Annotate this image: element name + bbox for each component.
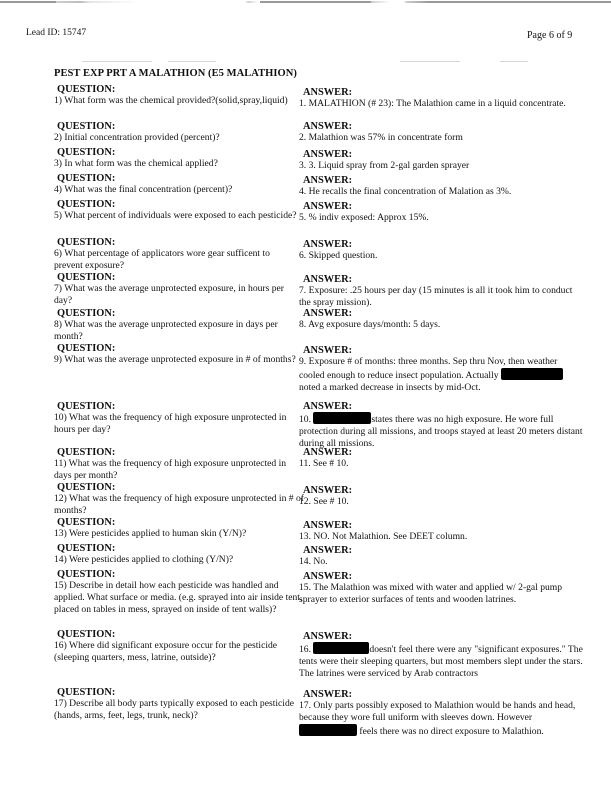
answer-text: 3. 3. Liquid spray from 2-gal garden sprayer	[299, 160, 470, 171]
question-label: QUESTION:	[57, 199, 116, 210]
answer-block	[299, 345, 584, 394]
answer-label: ANSWER:	[303, 689, 353, 700]
faint-rule	[400, 61, 460, 62]
question-block	[54, 482, 304, 517]
question-text: 12) What was the frequency of high exposure unprotected in # of months?	[54, 493, 304, 516]
answer-label: ANSWER:	[303, 175, 353, 186]
question-text: 10) What was the frequency of high exposure unprotected in hours per day?	[54, 412, 287, 435]
question-text: 3) In what form was the chemical applied?	[54, 158, 218, 169]
answer-block	[299, 485, 584, 508]
question-block	[54, 272, 304, 307]
answer-text: 5. % indiv exposed: Approx 15%.	[299, 212, 429, 223]
answer-label: ANSWER:	[303, 447, 353, 458]
answer-text: 14. No.	[299, 556, 328, 567]
answer-block	[299, 447, 584, 470]
answer-text	[299, 412, 584, 450]
redaction-bar	[313, 412, 371, 424]
question-label: QUESTION:	[57, 308, 116, 319]
answer-text-part: 17. Only parts possibly exposed to Malathion would be hands and head, because they wore full uniform with sleeves down. However	[299, 700, 576, 723]
answer-text	[299, 642, 584, 680]
question-block	[54, 147, 301, 170]
question-block	[54, 447, 304, 482]
question-text: 15) Describe in detail how each pesticide was handled and applied. What surface or media. (e.g. sprayed into air inside tent, placed on tables in mess, sprayed on inside of tent walls)?	[54, 580, 303, 615]
question-text: 9) What was the average unprotected exposure in # of months?	[54, 354, 296, 365]
answer-text-part: 10.	[299, 414, 311, 425]
question-block	[54, 687, 301, 722]
answer-text	[299, 356, 584, 394]
question-text: 1) What form was the chemical provided?(solid,spray,liquid)	[54, 95, 288, 106]
answer-label: ANSWER:	[303, 274, 353, 285]
answer-label: ANSWER:	[303, 571, 353, 582]
question-block	[54, 84, 301, 107]
question-text: 8) What was the average unprotected exposure in days per month?	[54, 319, 278, 342]
question-label: QUESTION:	[57, 237, 116, 248]
question-label: QUESTION:	[57, 543, 116, 554]
question-text: 17) Describe all body parts typically exposed to each pesticide (hands, arms, feet, legs, trunk, neck)?	[54, 698, 295, 721]
question-label: QUESTION:	[57, 343, 116, 354]
answer-block	[299, 571, 584, 606]
question-text: 5) What percent of individuals were exposed to each pesticide?	[54, 210, 297, 221]
answer-text: 1. MALATHION (# 23): The Malathion came in a liquid concentrate.	[299, 98, 566, 109]
answer-text-part: states there was no high exposure. He wore full protection during all missions, and troops stayed at least 20 meters distant during all missions.	[299, 414, 583, 449]
answer-label: ANSWER:	[303, 308, 353, 319]
redaction-bar	[313, 642, 369, 654]
answer-block	[299, 631, 584, 680]
question-block	[54, 543, 301, 566]
answer-block	[299, 545, 584, 568]
answer-text: 8. Avg exposure days/month: 5 days.	[299, 319, 441, 330]
answer-text: 7. Exposure: .25 hours per day (15 minutes is all it took him to conduct the spray mission).	[299, 285, 573, 308]
answer-text: 4. He recalls the final concentration of Malation as 3%.	[299, 186, 512, 197]
question-label: QUESTION:	[57, 272, 116, 283]
answer-text: 15. The Malathion was mixed with water and applied w/ 2-gal pump sprayer to exterior surfaces of tents and wooden latrines.	[299, 582, 563, 605]
question-text: 14) Were pesticides applied to clothing (Y/N)?	[54, 554, 234, 565]
answer-text: 13. NO. Not Malathion. See DEET column.	[299, 531, 468, 542]
question-block	[54, 308, 301, 343]
answer-label: ANSWER:	[303, 631, 353, 642]
page-number: Page 6 of 9	[527, 30, 573, 41]
answer-block	[299, 149, 584, 172]
answer-text: 2. Malathion was 57% in concentrate form	[299, 132, 463, 143]
answer-text: 12. See # 10.	[299, 496, 349, 507]
answer-text-part: 9. Exposure # of months: three months. Sep thru Nov, then weather cooled enough to reduce insect population. Actually	[299, 356, 558, 381]
question-block	[54, 237, 301, 272]
question-block	[54, 569, 304, 616]
answer-text	[299, 700, 584, 738]
redaction-bar	[299, 724, 357, 736]
lead-id: Lead ID: 15747	[26, 28, 87, 38]
answer-label: ANSWER:	[303, 485, 353, 496]
question-label: QUESTION:	[57, 401, 116, 412]
section-title: PEST EXP PRT A MALATHION (E5 MALATHION)	[54, 68, 297, 79]
question-text: 4) What was the final concentration (percent)?	[54, 184, 233, 195]
answer-label: ANSWER:	[303, 345, 353, 356]
answer-label: ANSWER:	[303, 201, 353, 212]
answer-block	[299, 239, 584, 262]
question-label: QUESTION:	[57, 84, 116, 95]
redaction-bar	[501, 368, 563, 380]
question-block	[54, 629, 301, 664]
question-block	[54, 173, 301, 196]
answer-label: ANSWER:	[303, 87, 353, 98]
answer-block	[299, 308, 584, 331]
scan-artifact-line	[0, 1, 611, 3]
question-text: 6) What percentage of applicators wore gear sufficent to prevent exposure?	[54, 248, 270, 271]
question-text: 7) What was the average unprotected exposure, in hours per day?	[54, 283, 284, 306]
question-label: QUESTION:	[57, 569, 116, 580]
answer-label: ANSWER:	[303, 239, 353, 250]
answer-block	[299, 274, 584, 309]
answer-block	[299, 201, 584, 224]
question-label: QUESTION:	[57, 173, 116, 184]
question-label: QUESTION:	[57, 629, 116, 640]
answer-block	[299, 689, 584, 738]
question-label: QUESTION:	[57, 121, 116, 132]
question-label: QUESTION:	[57, 687, 116, 698]
question-block	[54, 401, 304, 436]
answer-block	[299, 87, 584, 110]
question-text: 13) Were pesticides applied to human skin (Y/N)?	[54, 528, 247, 539]
question-text: 16) Where did significant exposure occur for the pesticide (sleeping quarters, mess, latrine, outside)?	[54, 640, 278, 663]
answer-text-part: 16.	[299, 644, 311, 655]
answer-text-part: doesn't feel there were any "significant exposures." The tents were their sleeping quarters, but most members slept under the stars. The latrines were serviced by Arab contractors	[299, 644, 583, 679]
faint-rule	[168, 61, 216, 62]
question-label: QUESTION:	[57, 147, 116, 158]
answer-block	[299, 520, 584, 543]
answer-label: ANSWER:	[303, 545, 353, 556]
answer-text-part: noted a marked decrease in insects by mid-Oct.	[299, 382, 481, 393]
question-text: 11) What was the frequency of high exposure unprotected in days per month?	[54, 458, 287, 481]
answer-text-part: feels there was no direct exposure to Malathion.	[359, 726, 544, 737]
answer-block	[299, 401, 584, 450]
faint-rule	[82, 61, 152, 62]
answer-text: 6. Skipped question.	[299, 250, 378, 261]
faint-rule	[500, 61, 528, 62]
answer-label: ANSWER:	[303, 401, 353, 412]
question-label: QUESTION:	[57, 482, 116, 493]
question-label: QUESTION:	[57, 517, 116, 528]
answer-text: 11. See # 10.	[299, 458, 349, 469]
question-block	[54, 121, 301, 144]
question-block	[54, 517, 301, 540]
question-block	[54, 343, 301, 366]
question-label: QUESTION:	[57, 447, 116, 458]
answer-label: ANSWER:	[303, 121, 353, 132]
question-block	[54, 199, 301, 222]
answer-label: ANSWER:	[303, 149, 353, 160]
answer-block	[299, 175, 584, 198]
answer-block	[299, 121, 584, 144]
question-text: 2) Initial concentration provided (percent)?	[54, 132, 220, 143]
answer-label: ANSWER:	[303, 520, 353, 531]
